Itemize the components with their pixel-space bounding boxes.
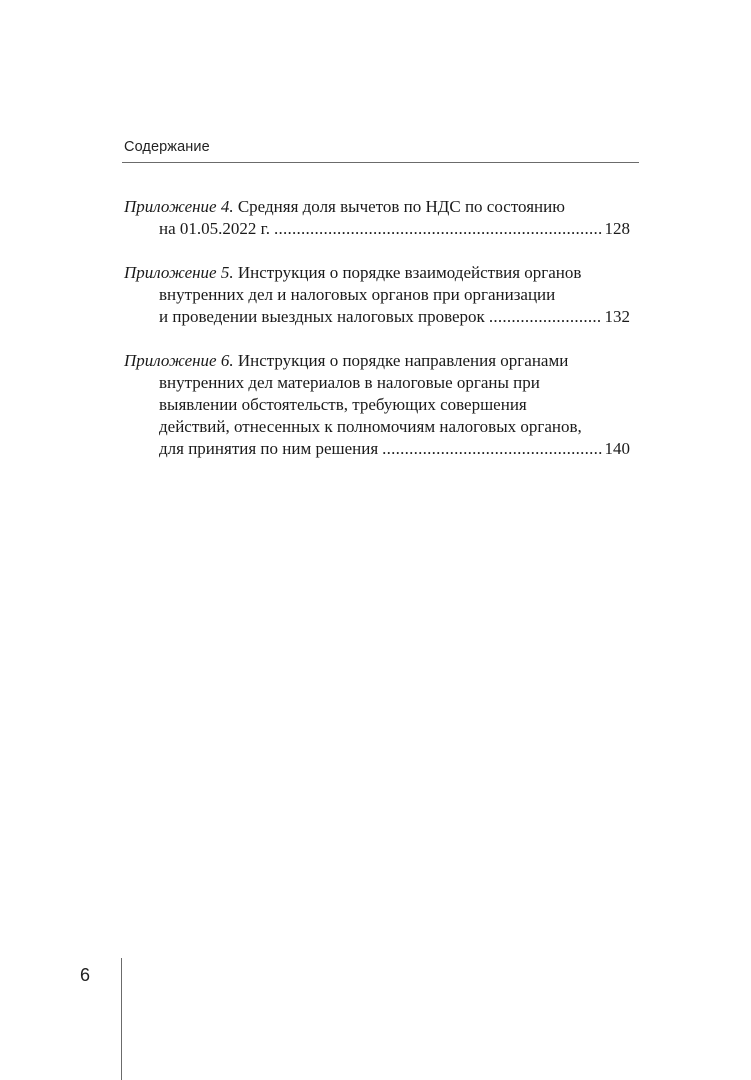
toc-entry-text: Инструкция о порядке направления органами: [237, 351, 569, 370]
toc-entry-text: внутренних дел материалов в налоговые органы при: [159, 373, 540, 392]
dot-leader: [274, 218, 602, 240]
toc-entry-text: Инструкция о порядке взаимодействия органов: [237, 263, 582, 282]
toc-page-number: 140: [604, 439, 630, 458]
toc-entry-label: Приложение 5.: [124, 263, 234, 282]
toc-entry-text: внутренних дел и налоговых органов при организации: [159, 285, 556, 304]
toc-entry-appendix-4: [124, 196, 630, 240]
toc-entry-text: на 01.05.2022 г.: [159, 219, 270, 238]
toc-entry-text: выявлении обстоятельств, требующих совершения: [159, 395, 527, 414]
toc-entry-appendix-6: [124, 350, 630, 460]
running-head: Содержание: [124, 139, 210, 155]
page-number: 6: [80, 965, 91, 985]
toc-page-number: 132: [604, 307, 630, 326]
toc-page-number: 128: [604, 219, 630, 238]
toc-entry-text: Средняя доля вычетов по НДС по состоянию: [237, 197, 565, 216]
table-of-contents: [124, 196, 630, 482]
toc-entry-text: действий, отнесенных к полномочиям налоговых органов,: [159, 417, 582, 436]
toc-entry-label: Приложение 4.: [124, 197, 234, 216]
toc-entry-text: и проведении выездных налоговых проверок: [159, 307, 485, 326]
header-rule: [122, 162, 639, 163]
margin-rule: [121, 958, 122, 1080]
dot-leader: [382, 438, 601, 460]
toc-entry-label: Приложение 6.: [124, 351, 234, 370]
toc-entry-appendix-5: [124, 262, 630, 328]
toc-entry-text: для принятия по ним решения: [159, 439, 379, 458]
dot-leader: [489, 306, 602, 328]
